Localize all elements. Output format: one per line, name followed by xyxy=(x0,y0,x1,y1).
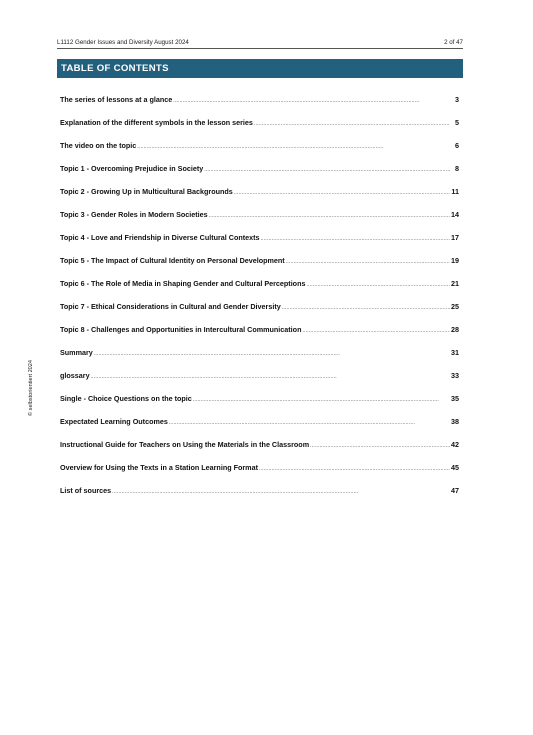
toc-entry[interactable] xyxy=(60,433,459,456)
toc-entry[interactable] xyxy=(60,88,459,111)
toc-entry-page: 31 xyxy=(451,348,459,357)
toc-entry[interactable] xyxy=(60,134,459,157)
toc-entry-title: Topic 1 - Overcoming Prejudice in Society xyxy=(60,164,204,173)
dot-leader xyxy=(302,318,450,343)
dot-leader xyxy=(137,134,450,159)
dot-leader xyxy=(254,111,450,136)
dot-leader xyxy=(259,456,450,481)
toc-entry-title: glossary xyxy=(60,371,90,380)
toc-entry-title: The series of lessons at a glance xyxy=(60,95,173,104)
toc-entry-title: Expectated Learning Outcomes xyxy=(60,417,168,426)
toc-entry-title: Topic 3 - Gender Roles in Modern Societies xyxy=(60,210,208,219)
toc-entry-page: 11 xyxy=(451,187,459,196)
toc-entry[interactable] xyxy=(60,272,459,295)
page-number: 2 of 47 xyxy=(444,39,463,46)
toc-entry-title: List of sources xyxy=(60,486,112,495)
toc-entry-page: 6 xyxy=(455,141,459,150)
toc-entry-title: Instructional Guide for Teachers on Using the Materials in the Classroom xyxy=(60,440,310,449)
toc-entry-page: 28 xyxy=(451,325,459,334)
dot-leader xyxy=(94,341,450,366)
copyright-note: © selbstorientiert 2024 xyxy=(28,359,34,417)
dot-leader xyxy=(91,364,450,389)
dot-leader xyxy=(282,295,450,320)
toc-entry[interactable] xyxy=(60,226,459,249)
toc-entry-page: 25 xyxy=(451,302,459,311)
toc-entry-page: 8 xyxy=(455,164,459,173)
toc-entry[interactable] xyxy=(60,364,459,387)
toc-entry[interactable] xyxy=(60,318,459,341)
dot-leader xyxy=(204,157,450,182)
toc-heading: TABLE OF CONTENTS xyxy=(57,59,463,78)
toc-entry-page: 21 xyxy=(451,279,459,288)
toc-entry-page: 19 xyxy=(451,256,459,265)
dot-leader xyxy=(261,226,450,251)
header-divider xyxy=(57,48,463,49)
toc-entry-title: Summary xyxy=(60,348,93,357)
toc-entry-title: Single - Choice Questions on the topic xyxy=(60,394,192,403)
toc-entry-title: Overview for Using the Texts in a Station Learning Format xyxy=(60,463,258,472)
toc-entry-page: 35 xyxy=(451,394,459,403)
toc-entry-title: Topic 4 - Love and Friendship in Diverse Cultural Contexts xyxy=(60,233,260,242)
dot-leader xyxy=(209,203,450,228)
toc-entry-title: Explanation of the different symbols in the lesson series xyxy=(60,118,253,127)
dot-leader xyxy=(306,272,450,297)
toc-entry[interactable] xyxy=(60,295,459,318)
dot-leader xyxy=(286,249,450,274)
dot-leader xyxy=(173,88,450,113)
toc-entry-title: Topic 8 - Challenges and Opportunities in Intercultural Communication xyxy=(60,325,302,334)
dot-leader xyxy=(310,433,450,458)
toc-entry[interactable] xyxy=(60,203,459,226)
toc-entry-title: Topic 5 - The Impact of Cultural Identity on Personal Development xyxy=(60,256,285,265)
toc-entry-title: Topic 2 - Growing Up in Multicultural Backgrounds xyxy=(60,187,233,196)
toc-entry-page: 45 xyxy=(451,463,459,472)
toc-entry-page: 14 xyxy=(451,210,459,219)
toc-entry-title: Topic 6 - The Role of Media in Shaping Gender and Cultural Perceptions xyxy=(60,279,306,288)
toc-entry-page: 5 xyxy=(455,118,459,127)
toc-entry[interactable] xyxy=(60,479,459,502)
dot-leader xyxy=(234,180,450,205)
toc-entry[interactable] xyxy=(60,249,459,272)
toc-entry[interactable] xyxy=(60,410,459,433)
document-code-title: L1112 Gender Issues and Diversity August 2024 xyxy=(57,39,189,46)
page-header xyxy=(57,39,463,46)
toc-entry-page: 17 xyxy=(451,233,459,242)
toc-entry-page: 33 xyxy=(451,371,459,380)
dot-leader xyxy=(169,410,450,435)
toc-entry-page: 38 xyxy=(451,417,459,426)
toc-entry-page: 3 xyxy=(455,95,459,104)
toc-list xyxy=(60,88,459,502)
toc-entry[interactable] xyxy=(60,157,459,180)
toc-entry-title: The video on the topic xyxy=(60,141,137,150)
toc-entry-title: Topic 7 - Ethical Considerations in Cultural and Gender Diversity xyxy=(60,302,281,311)
toc-entry[interactable] xyxy=(60,111,459,134)
toc-entry[interactable] xyxy=(60,456,459,479)
dot-leader xyxy=(193,387,450,412)
toc-entry-page: 47 xyxy=(451,486,459,495)
toc-entry[interactable] xyxy=(60,341,459,364)
toc-entry[interactable] xyxy=(60,180,459,203)
toc-entry-page: 42 xyxy=(451,440,459,449)
toc-entry[interactable] xyxy=(60,387,459,410)
dot-leader xyxy=(112,479,450,504)
